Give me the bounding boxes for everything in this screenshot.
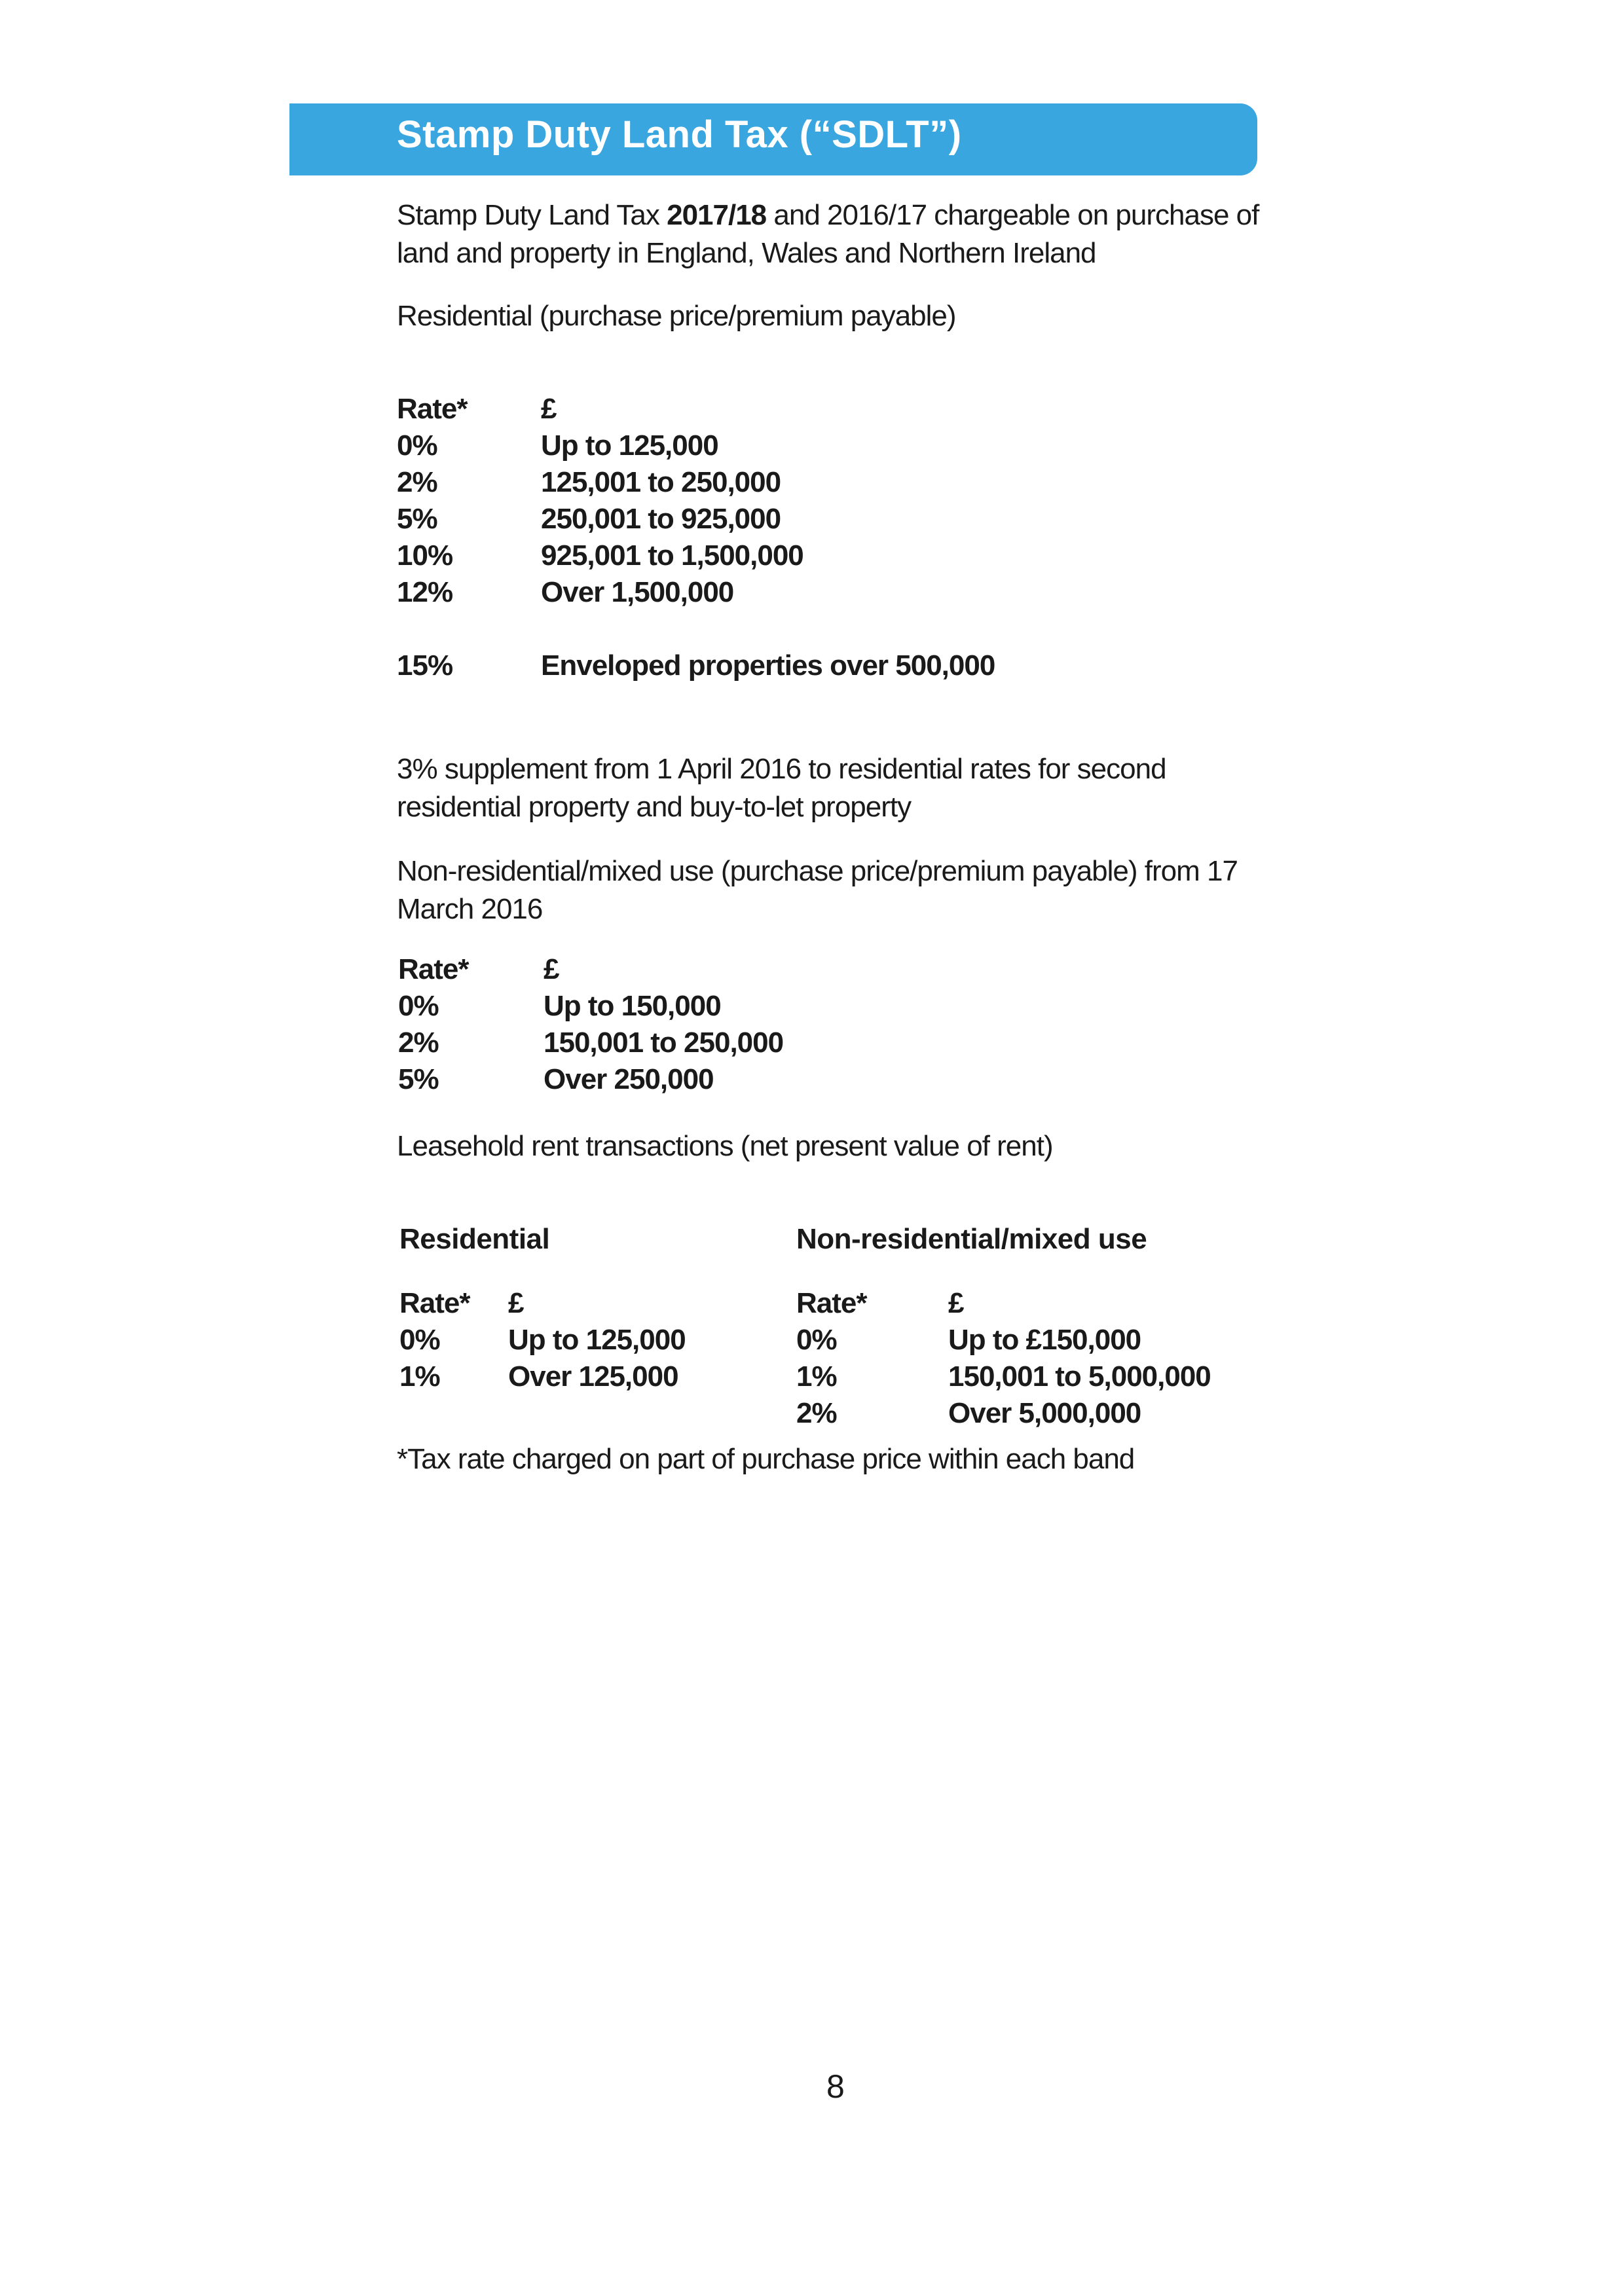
table-header-rate: Rate* bbox=[399, 1287, 470, 1319]
table-header-rate: Rate* bbox=[397, 393, 468, 425]
table-cell-band: Over 250,000 bbox=[544, 1063, 714, 1095]
table-header-band: £ bbox=[544, 953, 559, 985]
supplement-paragraph: 3% supplement from 1 April 2016 to residential rates for second residential property and buy-to-let property bbox=[397, 753, 1166, 823]
table-header-rate: Rate* bbox=[796, 1287, 867, 1319]
table-cell-rate: 0% bbox=[399, 1324, 440, 1356]
intro-bold-year: 2017/18 bbox=[667, 199, 767, 231]
page-number: 8 bbox=[826, 2068, 845, 2105]
table-cell-rate: 0% bbox=[397, 429, 437, 462]
table-cell-band: Up to 125,000 bbox=[508, 1324, 686, 1356]
leasehold-residential-title: Residential bbox=[399, 1223, 550, 1255]
table-header-band: £ bbox=[541, 393, 557, 425]
table-cell-rate: 5% bbox=[398, 1063, 439, 1095]
table-cell-band: 125,001 to 250,000 bbox=[541, 466, 781, 498]
table-cell-rate: 5% bbox=[397, 503, 437, 535]
leasehold-caption: Leasehold rent transactions (net present value of rent) bbox=[397, 1130, 1053, 1162]
non-residential-caption: Non-residential/mixed use (purchase price/premium payable) from 17 March 2016 bbox=[397, 855, 1238, 925]
table-cell-band: 150,001 to 5,000,000 bbox=[948, 1360, 1211, 1393]
table-cell-band: Up to 125,000 bbox=[541, 429, 718, 462]
table-cell-band: Up to 150,000 bbox=[544, 990, 721, 1022]
table-cell-band: 250,001 to 925,000 bbox=[541, 503, 781, 535]
table-cell-rate: 1% bbox=[399, 1360, 440, 1393]
table-cell-band: Over 1,500,000 bbox=[541, 576, 734, 608]
table-cell-band: Up to £150,000 bbox=[948, 1324, 1141, 1356]
page-title: Stamp Duty Land Tax (“SDLT”) bbox=[397, 113, 962, 156]
table-cell-band: 150,001 to 250,000 bbox=[544, 1027, 784, 1059]
table-header-band: £ bbox=[508, 1287, 524, 1319]
residential-caption: Residential (purchase price/premium payable) bbox=[397, 300, 956, 332]
leasehold-non-residential-title: Non-residential/mixed use bbox=[796, 1223, 1147, 1255]
enveloped-band: Enveloped properties over 500,000 bbox=[541, 649, 995, 682]
intro-text-before: Stamp Duty Land Tax bbox=[397, 199, 667, 231]
footnote: *Tax rate charged on part of purchase price within each band bbox=[397, 1443, 1135, 1475]
table-header-band: £ bbox=[948, 1287, 964, 1319]
enveloped-rate: 15% bbox=[397, 649, 453, 682]
intro-paragraph bbox=[397, 196, 1261, 272]
table-cell-band: Over 5,000,000 bbox=[948, 1397, 1141, 1429]
table-cell-rate: 0% bbox=[398, 990, 439, 1022]
table-cell-rate: 0% bbox=[796, 1324, 837, 1356]
table-header-rate: Rate* bbox=[398, 953, 469, 985]
table-cell-rate: 2% bbox=[398, 1027, 439, 1059]
table-cell-band: Over 125,000 bbox=[508, 1360, 678, 1393]
table-cell-band: 925,001 to 1,500,000 bbox=[541, 539, 803, 572]
intro-text-after: and 2016/17 chargeable on purchase of land and property in England, Wales and Northern Ireland bbox=[397, 199, 1259, 269]
table-cell-rate: 1% bbox=[796, 1360, 837, 1393]
table-cell-rate: 12% bbox=[397, 576, 453, 608]
table-cell-rate: 2% bbox=[397, 466, 437, 498]
table-cell-rate: 10% bbox=[397, 539, 453, 572]
table-cell-rate: 2% bbox=[796, 1397, 837, 1429]
